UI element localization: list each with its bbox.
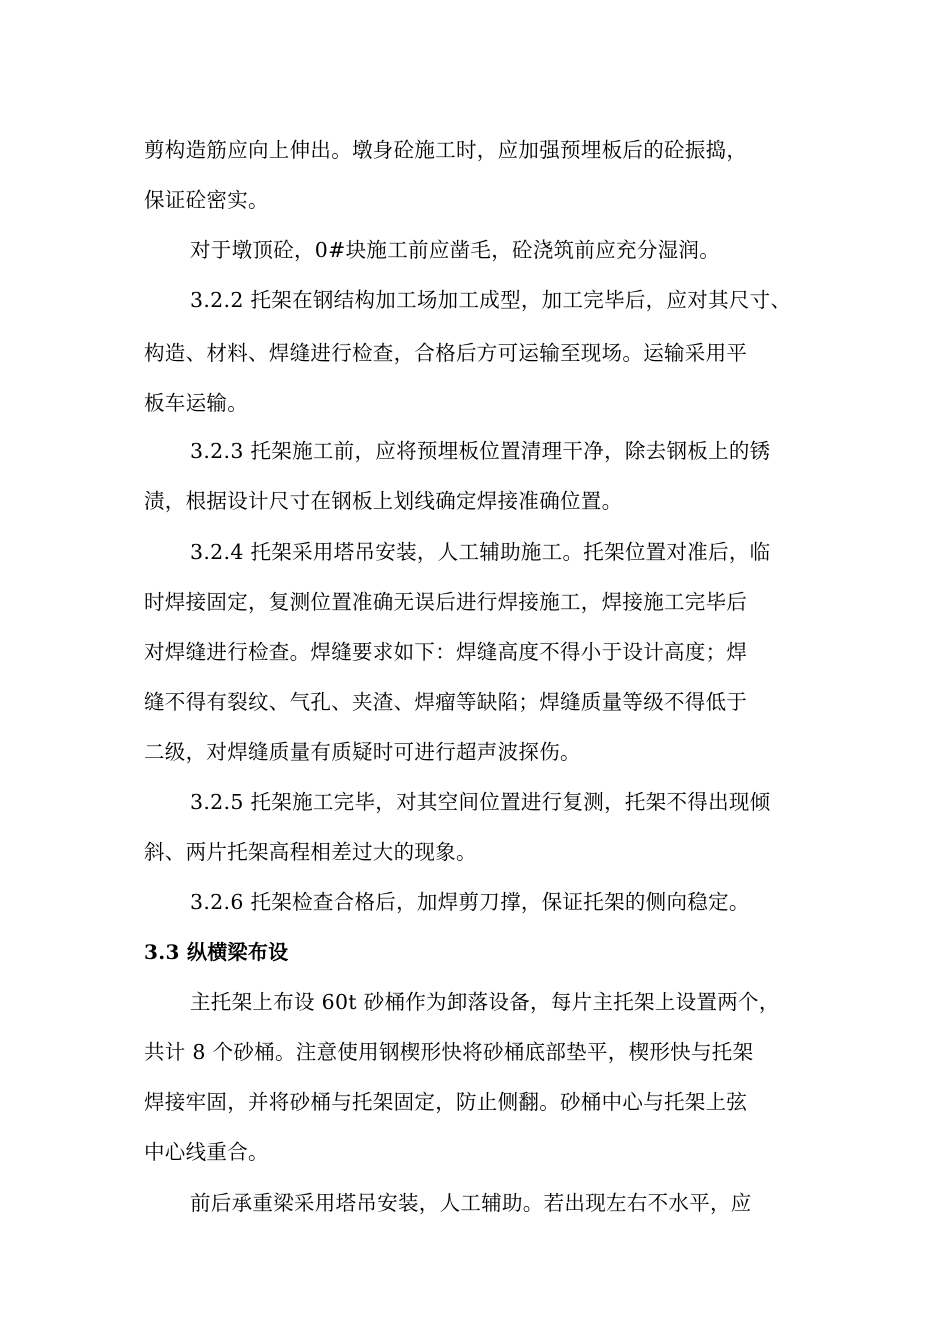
text-line: 斜、两片托架高程相差过大的现象。 — [144, 840, 477, 864]
text-line: 时焊接固定，复测位置准确无误后进行焊接施工，焊接施工完毕后 — [144, 590, 748, 614]
text-line: 保证砼密实。 — [144, 188, 269, 212]
text-line: 对于墩顶砼，0#块施工前应凿毛，砼浇筑前应充分湿润。 — [190, 238, 721, 262]
text-line: 剪构造筋应向上伸出。墩身砼施工时，应加强预埋板后的砼振捣， — [144, 138, 748, 162]
text-line: 板车运输。 — [144, 391, 248, 415]
section-heading: 3.3 纵横梁布设 — [144, 940, 289, 964]
text-line: 3.2.6 托架检查合格后，加焊剪刀撑，保证托架的侧向稳定。 — [190, 890, 750, 914]
text-line: 3.2.3 托架施工前，应将预埋板位置清理干净，除去钢板上的锈 — [190, 439, 771, 463]
text-line: 前后承重梁采用塔吊安装，人工辅助。若出现左右不水平，应 — [190, 1191, 752, 1215]
text-line: 焊接牢固，并将砂桶与托架固定，防止侧翻。砂桶中心与托架上弦 — [144, 1090, 748, 1114]
text-line: 3.2.5 托架施工完毕，对其空间位置进行复测，托架不得出现倾 — [190, 790, 771, 814]
text-line: 渍，根据设计尺寸在钢板上划线确定焊接准确位置。 — [144, 489, 623, 513]
text-line: 3.2.4 托架采用塔吊安装，人工辅助施工。托架位置对准后，临 — [190, 540, 771, 564]
text-line: 对焊缝进行检查。焊缝要求如下：焊缝高度不得小于设计高度；焊 — [144, 640, 748, 664]
text-line: 共计 8 个砂桶。注意使用钢楔形快将砂桶底部垫平，楔形快与托架 — [144, 1040, 754, 1064]
text-line: 主托架上布设 60t 砂桶作为卸落设备，每片主托架上设置两个， — [190, 990, 780, 1014]
text-line: 构造、材料、焊缝进行检查，合格后方可运输至现场。运输采用平 — [144, 341, 748, 365]
text-line: 二级，对焊缝质量有质疑时可进行超声波探伤。 — [144, 740, 581, 764]
text-line: 缝不得有裂纹、气孔、夹渣、焊瘤等缺陷；焊缝质量等级不得低于 — [144, 690, 748, 714]
text-line: 3.2.2 托架在钢结构加工场加工成型，加工完毕后，应对其尺寸、 — [190, 288, 792, 312]
text-line: 中心线重合。 — [144, 1140, 269, 1164]
